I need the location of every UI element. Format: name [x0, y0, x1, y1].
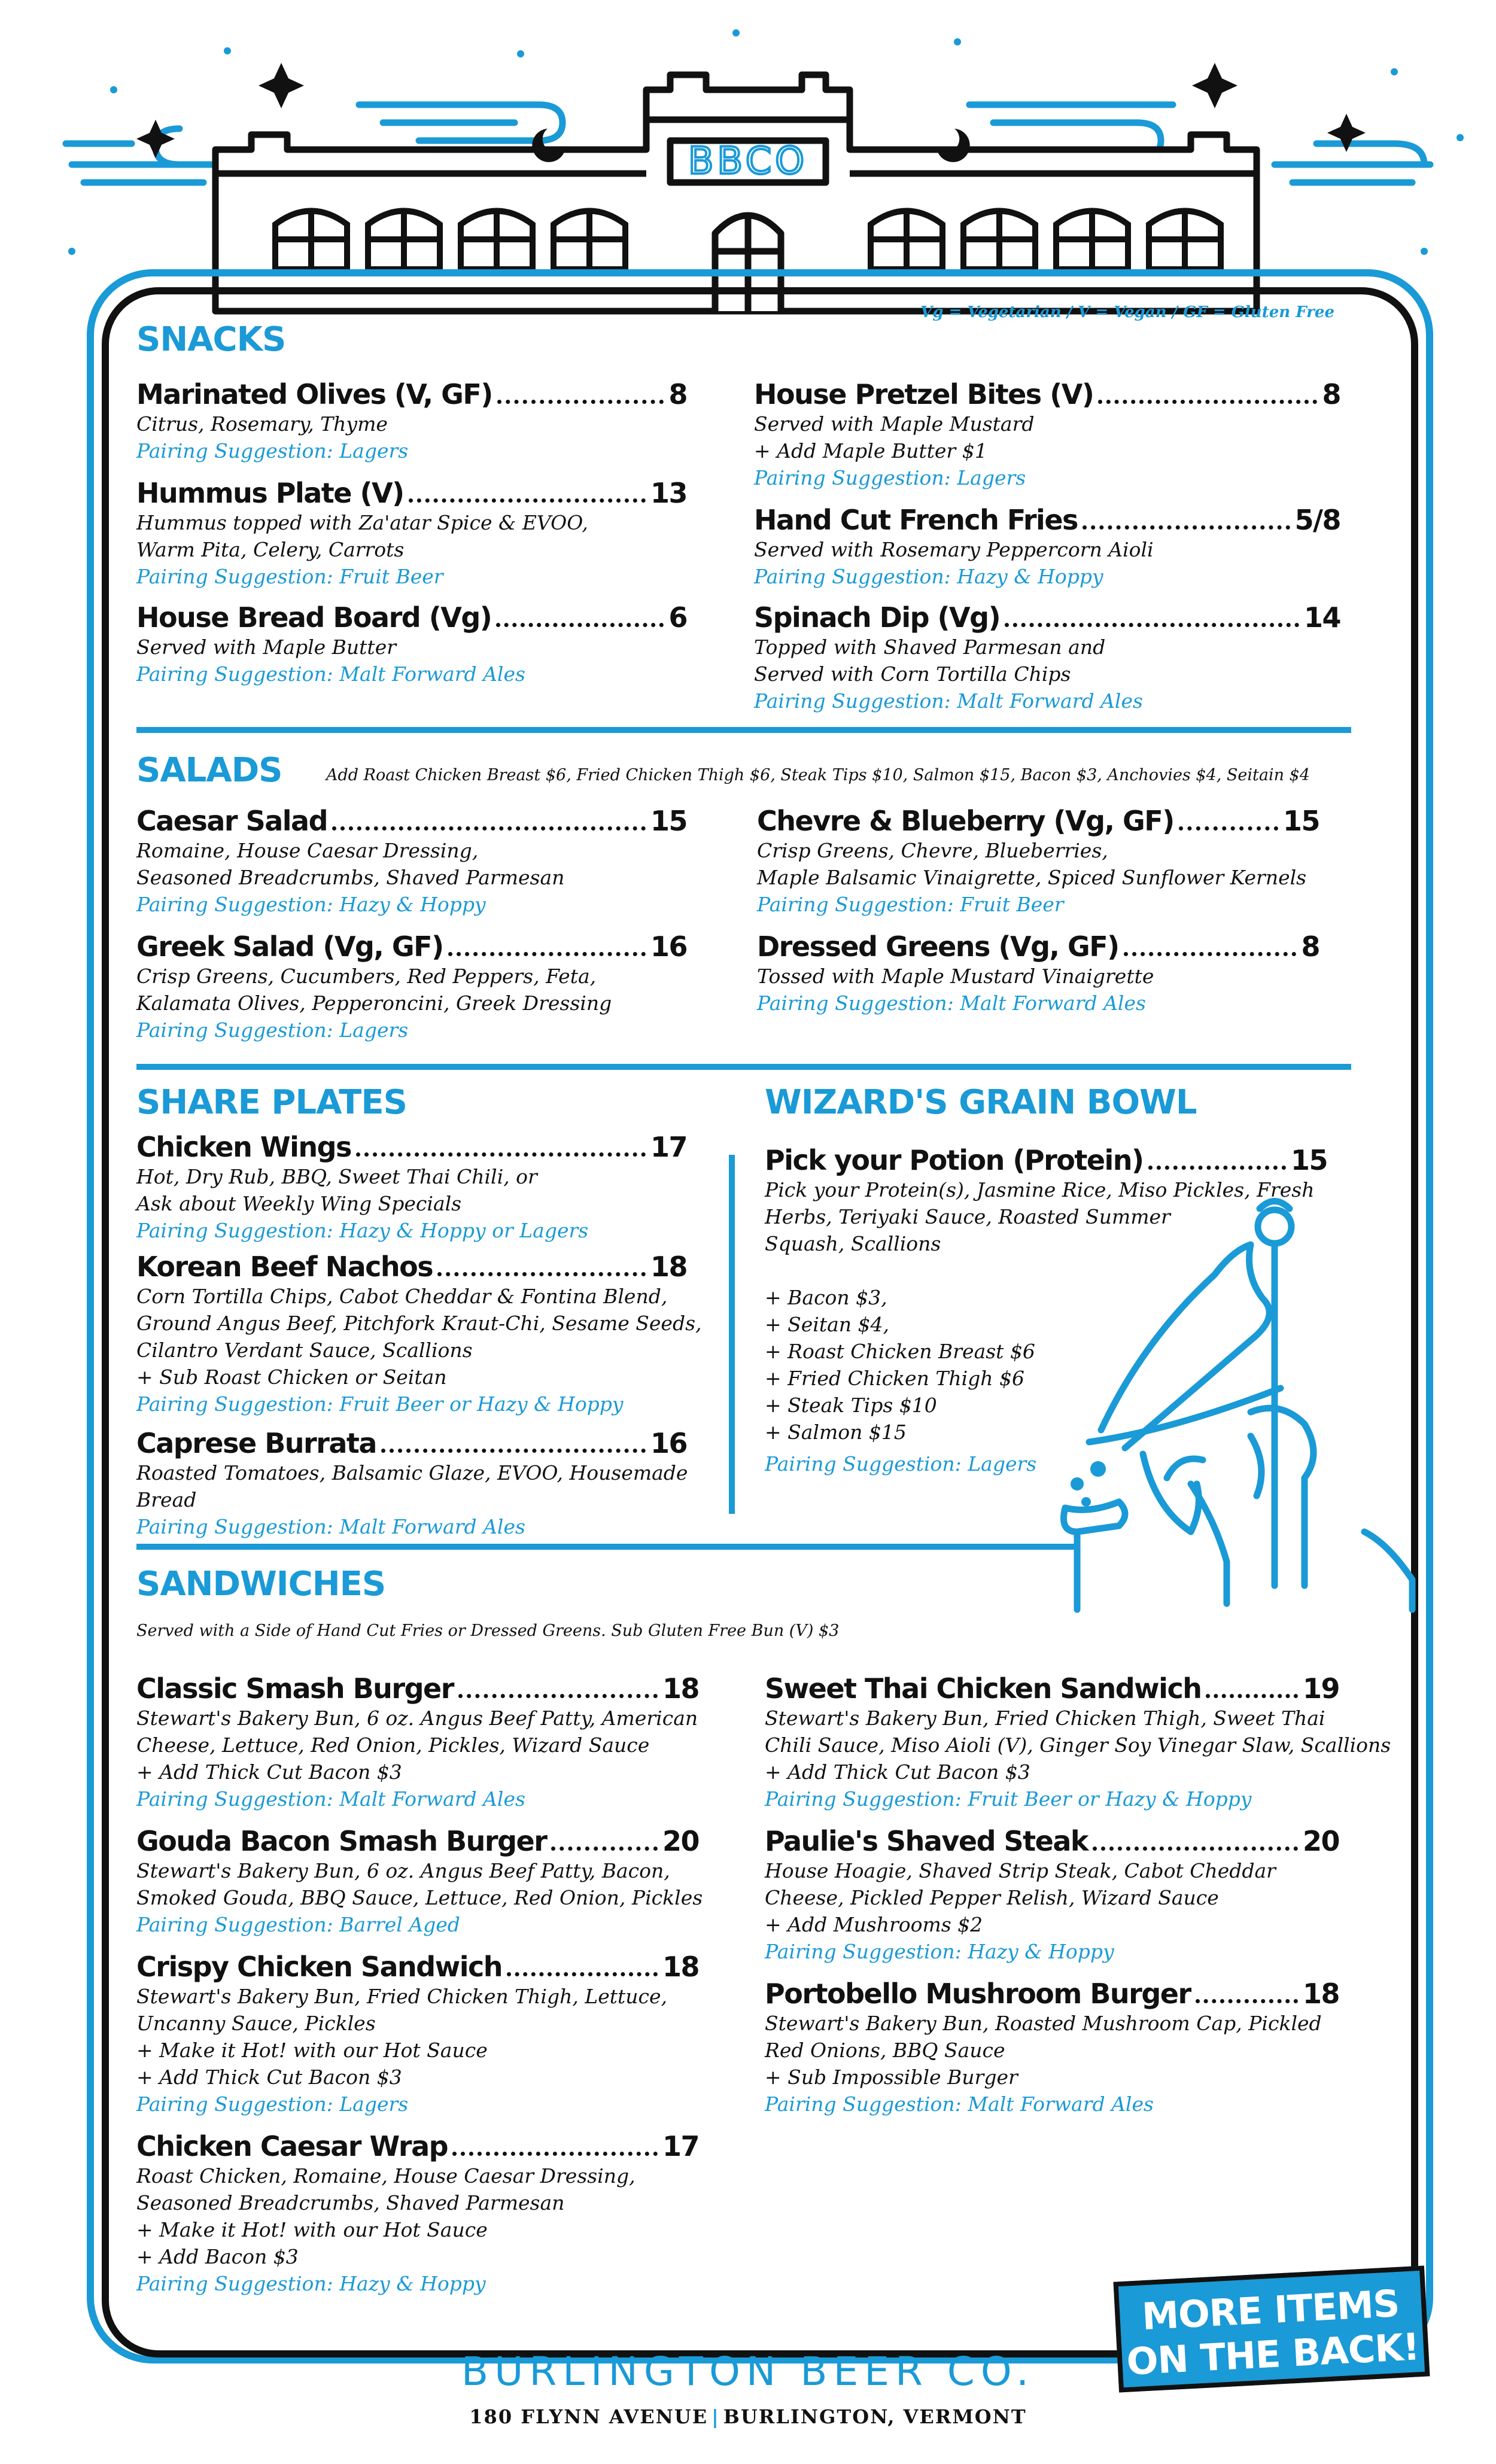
brand-sign: BBCO — [688, 139, 808, 182]
pairing-suggestion: Pairing Suggestion: Malt Forward Ales — [765, 2092, 1154, 2116]
pairing-suggestion: Pairing Suggestion: Lagers — [136, 439, 409, 463]
pairing-suggestion: Pairing Suggestion: Hazy & Hoppy or Lagers — [136, 1219, 589, 1242]
pairing-suggestion: Pairing Suggestion: Malt Forward Ales — [754, 689, 1143, 713]
menu-item: House Pretzel Bites (V) 8 Served with Maple Mustard + Add Maple Butter $1 Pairing Suggestion: Lagers — [754, 378, 1340, 491]
addon-line: + Seitan $4, — [765, 1313, 889, 1336]
salads-addon-note: Add Roast Chicken Breast $6, Fried Chicken Thigh $6, Steak Tips $10, Salmon $15, Bacon $3, Anchovies $4, Seitain $4 — [326, 766, 1310, 784]
menu-item: Caesar Salad 15 Romaine, House Caesar Dressing, Seasoned Breadcrumbs, Shaved Parmesan Pairing Suggestion: Hazy & Hoppy — [136, 805, 687, 918]
pairing-suggestion: Pairing Suggestion: Hazy & Hoppy — [136, 2272, 486, 2295]
addon-line: + Steak Tips $10 — [765, 1394, 937, 1417]
brewery-name: BURLINGTON BEER CO. — [461, 2349, 1035, 2395]
menu-item: Pick your Potion (Protein) 15 Pick your Protein(s), Jasmine Rice, Miso Pickles, Fresh Herbs, Teriyaki Sauce, Roasted Summer Squash, Scallions + Bacon $3, + Seitan $4, + Roast Chicken Breast $6 + Fried Chicken Thigh $6 + Steak Tips $10 + Salmon $15 Pairing Suggestion: Lagers — [765, 1144, 1327, 1477]
wizard-illustration — [1053, 1197, 1448, 1616]
menu-item: House Bread Board (Vg) 6 Served with Maple Butter Pairing Suggestion: Malt Forward Ales — [136, 601, 687, 688]
pairing-suggestion: Pairing Suggestion: Malt Forward Ales — [136, 662, 525, 686]
pairing-suggestion: Pairing Suggestion: Lagers — [754, 466, 1026, 489]
address-city: BURLINGTON, VERMONT — [723, 2405, 1027, 2428]
menu-item: Portobello Mushroom Burger 18 Stewart's Bakery Bun, Roasted Mushroom Cap, Pickled Red Onions, BBQ Sauce + Sub Impossible Burger Pairing Suggestion: Malt Forward Ales — [765, 1978, 1339, 2118]
section-divider — [136, 1544, 1076, 1550]
addon-line: + Bacon $3, — [765, 1286, 887, 1309]
sandwiches-side-note: Served with a Side of Hand Cut Fries or Dressed Greens. Sub Gluten Free Bun (V) $3 — [136, 1622, 840, 1640]
menu-item: Chevre & Blueberry (Vg, GF) 15 Crisp Greens, Chevre, Blueberries, Maple Balsamic Vinaigrette, Spiced Sunflower Kernels Pairing Suggestion: Fruit Beer — [757, 805, 1319, 918]
addon-line: + Salmon $15 — [765, 1420, 907, 1444]
menu-item: Sweet Thai Chicken Sandwich 19 Stewart's Bakery Bun, Fried Chicken Thigh, Sweet Thai Chili Sauce, Miso Aioli (V), Ginger Soy Vinegar Slaw, Scallions + Add Thick Cut Bacon $3 Pairing Suggestion: Fruit Beer or Hazy & Hoppy — [765, 1672, 1339, 1812]
pairing-suggestion: Pairing Suggestion: Malt Forward Ales — [136, 1787, 525, 1811]
section-divider — [136, 1064, 1351, 1070]
menu-item: Chicken Caesar Wrap 17 Roast Chicken, Romaine, House Caesar Dressing, Seasoned Breadcrumbs, Shaved Parmesan + Make it Hot! with our Hot Sauce + Add Bacon $3 Pairing Suggestion: Hazy & Hoppy — [136, 2130, 699, 2297]
menu-item: Paulie's Shaved Steak 20 House Hoagie, Shaved Strip Steak, Cabot Cheddar Cheese, Pickled Pepper Relish, Wizard Sauce + Add Mushrooms $2 Pairing Suggestion: Hazy & Hoppy — [765, 1825, 1339, 1965]
pairing-suggestion: Pairing Suggestion: Lagers — [136, 1018, 409, 1042]
menu-item: Marinated Olives (V, GF) 8 Citrus, Rosemary, Thyme Pairing Suggestion: Lagers — [136, 378, 687, 464]
column-divider — [729, 1155, 735, 1514]
brewery-address — [0, 2405, 1496, 2428]
menu-item: Dressed Greens (Vg, GF) 8 Tossed with Maple Mustard Vinaigrette Pairing Suggestion: Malt Forward Ales — [757, 930, 1319, 1017]
addon-line: + Roast Chicken Breast $6 — [765, 1340, 1035, 1363]
menu-item: Gouda Bacon Smash Burger 20 Stewart's Bakery Bun, 6 oz. Angus Beef Patty, Bacon, Smoked Gouda, BBQ Sauce, Lettuce, Red Onion, Pickles Pairing Suggestion: Barrel Aged — [136, 1825, 699, 1938]
pairing-suggestion: Pairing Suggestion: Fruit Beer — [757, 893, 1064, 916]
more-items-badge: MORE ITEMS ON THE BACK! — [1114, 2266, 1430, 2393]
pairing-suggestion: Pairing Suggestion: Lagers — [136, 2092, 409, 2116]
section-title-share-plates: SHARE PLATES — [136, 1083, 407, 1122]
menu-item: Hummus Plate (V) 13 Hummus topped with Za'atar Spice & EVOO, Warm Pita, Celery, Carrots Pairing Suggestion: Fruit Beer — [136, 477, 687, 590]
pairing-suggestion: Pairing Suggestion: Malt Forward Ales — [136, 1515, 525, 1538]
section-title-salads: SALADS — [136, 751, 282, 790]
dietary-legend: Vg = Vegetarian / V = Vegan / GF = Gluten Free — [920, 303, 1334, 321]
pairing-suggestion: Pairing Suggestion: Fruit Beer — [136, 565, 443, 588]
menu-item: Hand Cut French Fries 5/8 Served with Rosemary Peppercorn Aioli Pairing Suggestion: Hazy & Hoppy — [754, 504, 1340, 590]
pairing-suggestion: Pairing Suggestion: Fruit Beer or Hazy & Hoppy — [136, 1392, 624, 1416]
address-street: 180 FLYNN AVENUE — [469, 2405, 709, 2428]
menu-item: Classic Smash Burger 18 Stewart's Bakery Bun, 6 oz. Angus Beef Patty, American Cheese, Lettuce, Red Onion, Pickles, Wizard Sauce + Add Thick Cut Bacon $3 Pairing Suggestion: Malt Forward Ales — [136, 1672, 699, 1812]
menu-item: Spinach Dip (Vg) 14 Topped with Shaved Parmesan and Served with Corn Tortilla Chips Pairing Suggestion: Malt Forward Ales — [754, 601, 1340, 714]
addon-line: + Fried Chicken Thigh $6 — [765, 1367, 1024, 1390]
menu-item: Greek Salad (Vg, GF) 16 Crisp Greens, Cucumbers, Red Peppers, Feta, Kalamata Olives, Pepperoncini, Greek Dressing Pairing Suggestion: Lagers — [136, 930, 687, 1044]
pairing-suggestion: Pairing Suggestion: Lagers — [765, 1452, 1037, 1476]
pairing-suggestion: Pairing Suggestion: Fruit Beer or Hazy & Hoppy — [765, 1787, 1252, 1811]
pairing-suggestion: Pairing Suggestion: Hazy & Hoppy — [136, 893, 486, 916]
menu-item: Caprese Burrata 16 Roasted Tomatoes, Balsamic Glaze, EVOO, Housemade Bread Pairing Suggestion: Malt Forward Ales — [136, 1427, 687, 1540]
section-title-grain-bowl: WIZARD'S GRAIN BOWL — [765, 1083, 1197, 1122]
section-title-snacks: SNACKS — [136, 320, 286, 359]
menu-item: Crispy Chicken Sandwich 18 Stewart's Bakery Bun, Fried Chicken Thigh, Lettuce, Uncanny Sauce, Pickles + Make it Hot! with our Hot Sauce + Add Thick Cut Bacon $3 Pairing Suggestion: Lagers — [136, 1951, 699, 2118]
address-separator: | — [711, 2405, 720, 2428]
menu-item: Chicken Wings 17 Hot, Dry Rub, BBQ, Sweet Thai Chili, or Ask about Weekly Wing Specials Pairing Suggestion: Hazy & Hoppy or Lagers — [136, 1131, 687, 1244]
section-divider — [136, 727, 1351, 733]
menu-item: Korean Beef Nachos 18 Corn Tortilla Chips, Cabot Cheddar & Fontina Blend, Ground Angus Beef, Pitchfork Kraut-Chi, Sesame Seeds, Cilantro Verdant Sauce, Scallions + Sub Roast Chicken or Seitan Pairing Suggestion: Fruit Beer or Hazy & Hoppy — [136, 1251, 687, 1417]
section-title-sandwiches: SANDWICHES — [136, 1565, 386, 1604]
pairing-suggestion: Pairing Suggestion: Malt Forward Ales — [757, 991, 1146, 1015]
pairing-suggestion: Pairing Suggestion: Hazy & Hoppy — [754, 565, 1103, 588]
pairing-suggestion: Pairing Suggestion: Barrel Aged — [136, 1913, 460, 1936]
pairing-suggestion: Pairing Suggestion: Hazy & Hoppy — [765, 1940, 1114, 1963]
